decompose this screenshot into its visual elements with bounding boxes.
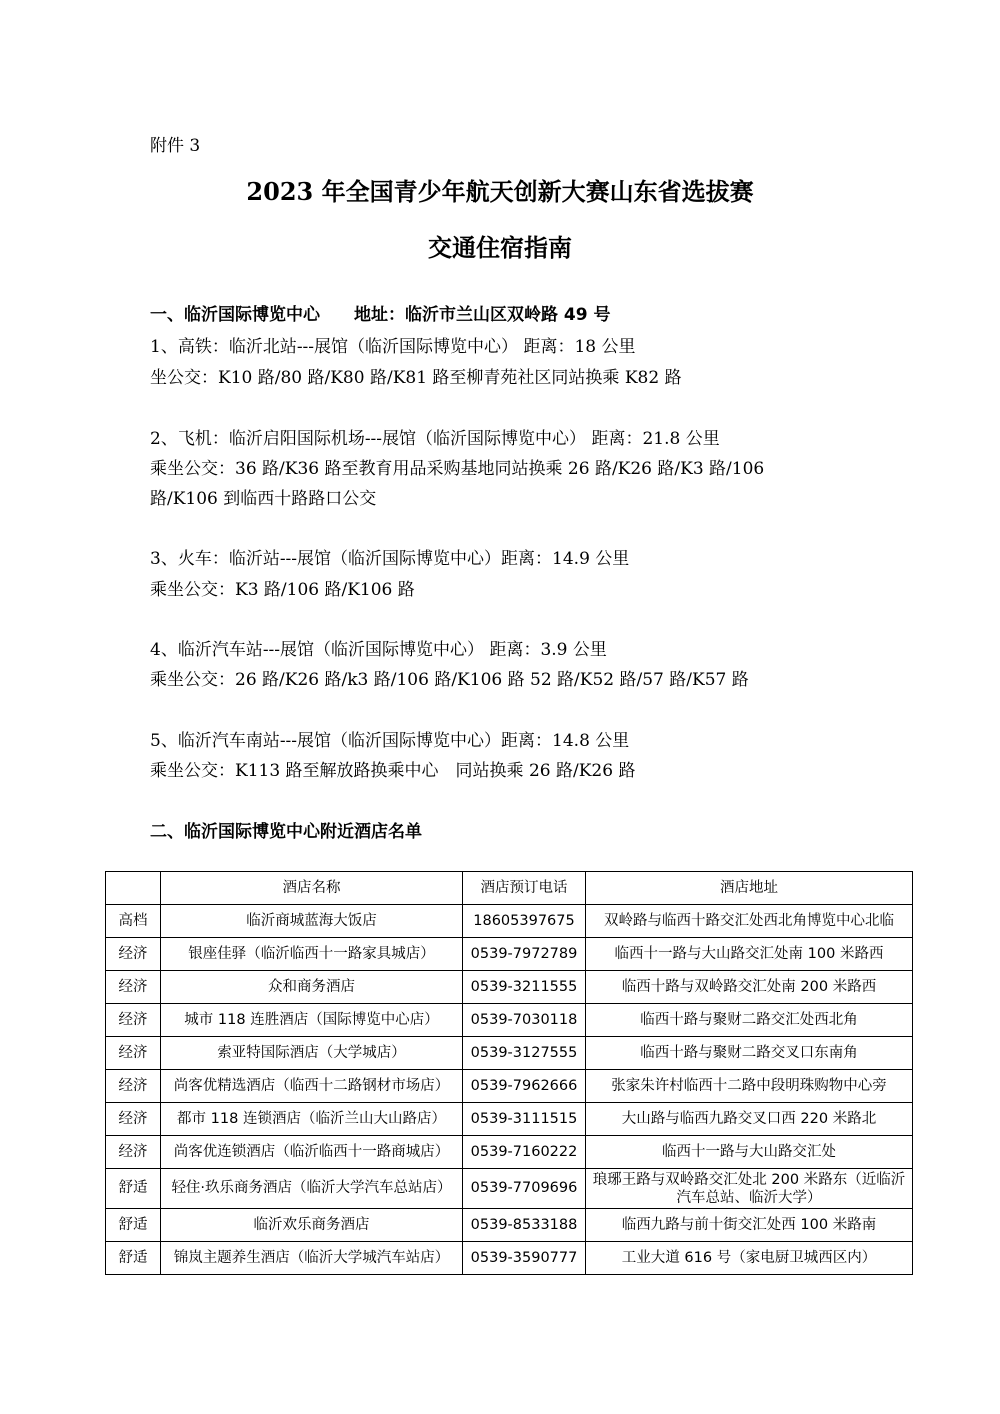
- section1-heading: 一、临沂国际博览中心 地址：临沂市兰山区双岭路 49 号: [150, 305, 611, 325]
- hotel-table-header: [106, 872, 913, 905]
- table-row: [106, 1070, 913, 1103]
- section2-heading: 二、临沂国际博览中心附近酒店名单: [150, 822, 422, 842]
- hotel-category: 经济: [106, 971, 161, 1004]
- hotel-name: 锦岚主题养生酒店（临沂大学城汽车站店）: [161, 1242, 463, 1275]
- hotel-category: 经济: [106, 1136, 161, 1169]
- table-row: [106, 1169, 913, 1209]
- hotel-category: 经济: [106, 1070, 161, 1103]
- hotel-category: 经济: [106, 1103, 161, 1136]
- hotel-phone: 0539-7962666: [463, 1070, 586, 1103]
- hotel-address: 工业大道 616 号（家电厨卫城西区内）: [586, 1242, 913, 1275]
- document-title: 2023 年全国青少年航天创新大赛山东省选拔赛: [246, 177, 754, 206]
- hotel-phone: 0539-3127555: [463, 1037, 586, 1070]
- hotel-name: 尚客优连锁酒店（临沂临西十一路商城店）: [161, 1136, 463, 1169]
- hotel-name: 临沂商城蓝海大饭店: [161, 905, 463, 938]
- hotel-name: 银座佳驿（临沂临西十一路家具城店）: [161, 938, 463, 971]
- route-2-title: 2、飞机：临沂启阳国际机场---展馆（临沂国际博览中心） 距离：21.8 公里: [150, 429, 720, 449]
- col-header-address: 酒店地址: [586, 872, 913, 905]
- hotel-address: 临西十一路与大山路交汇处: [586, 1136, 913, 1169]
- document-subtitle: 交通住宿指南: [428, 233, 572, 262]
- hotel-phone: 0539-8533188: [463, 1209, 586, 1242]
- table-row: [106, 938, 913, 971]
- table-row: [106, 905, 913, 938]
- hotel-category: 经济: [106, 1037, 161, 1070]
- route-1-title: 1、高铁：临沂北站---展馆（临沂国际博览中心） 距离：18 公里: [150, 337, 636, 357]
- hotel-phone: 0539-7709696: [463, 1169, 586, 1209]
- hotel-name: 轻住·玖乐商务酒店（临沂大学汽车总站店）: [161, 1169, 463, 1209]
- col-header-phone: 酒店预订电话: [463, 872, 586, 905]
- hotel-category: 高档: [106, 905, 161, 938]
- table-row: [106, 971, 913, 1004]
- hotel-address: 双岭路与临西十路交汇处西北角博览中心北临: [586, 905, 913, 938]
- hotel-name: 众和商务酒店: [161, 971, 463, 1004]
- hotel-phone: 0539-3111515: [463, 1103, 586, 1136]
- hotel-category: 舒适: [106, 1209, 161, 1242]
- attachment-label: 附件 3: [150, 136, 201, 156]
- hotel-phone: 0539-3211555: [463, 971, 586, 1004]
- hotel-address: 大山路与临西九路交叉口西 220 米路北: [586, 1103, 913, 1136]
- hotel-phone: 0539-3590777: [463, 1242, 586, 1275]
- hotel-name: 都市 118 连锁酒店（临沂兰山大山路店）: [161, 1103, 463, 1136]
- hotel-address: 临西十一路与大山路交汇处南 100 米路西: [586, 938, 913, 971]
- route-4-title: 4、临沂汽车站---展馆（临沂国际博览中心） 距离：3.9 公里: [150, 640, 607, 660]
- table-row: [106, 1103, 913, 1136]
- route-1-bus: 坐公交：K10 路/80 路/K80 路/K81 路至柳青苑社区同站换乘 K82 路: [150, 368, 682, 388]
- route-4-bus: 乘坐公交：26 路/K26 路/k3 路/106 路/K106 路 52 路/K52 路/57 路/K57 路: [150, 670, 749, 690]
- hotel-phone: 18605397675: [463, 905, 586, 938]
- hotel-address: 张家朱许村临西十二路中段明珠购物中心旁: [586, 1070, 913, 1103]
- col-header-category: [106, 872, 161, 905]
- hotel-address: 临西十路与聚财二路交叉口东南角: [586, 1037, 913, 1070]
- hotel-phone: 0539-7030118: [463, 1004, 586, 1037]
- hotel-category: 舒适: [106, 1169, 161, 1209]
- hotel-address: 临西十路与双岭路交汇处南 200 米路西: [586, 971, 913, 1004]
- route-3-bus: 乘坐公交：K3 路/106 路/K106 路: [150, 580, 415, 600]
- table-row: [106, 1242, 913, 1275]
- table-row: [106, 1037, 913, 1070]
- hotel-table: [105, 871, 913, 1275]
- route-5-bus: 乘坐公交：K113 路至解放路换乘中心 同站换乘 26 路/K26 路: [150, 761, 636, 781]
- hotel-name: 尚客优精选酒店（临西十二路钢材市场店）: [161, 1070, 463, 1103]
- route-2-bus: 乘坐公交：36 路/K36 路至教育用品采购基地同站换乘 26 路/K26 路/K3 路/106: [150, 459, 765, 479]
- route-3-title: 3、火车：临沂站---展馆（临沂国际博览中心）距离：14.9 公里: [150, 549, 630, 569]
- hotel-name: 城市 118 连胜酒店（国际博览中心店）: [161, 1004, 463, 1037]
- hotel-address: 临西十路与聚财二路交汇处西北角: [586, 1004, 913, 1037]
- hotel-phone: 0539-7972789: [463, 938, 586, 971]
- hotel-address: 琅琊王路与双岭路交汇处北 200 米路东（近临沂汽车总站、临沂大学）: [586, 1169, 913, 1209]
- route-5-title: 5、临沂汽车南站---展馆（临沂国际博览中心）距离：14.8 公里: [150, 731, 630, 751]
- col-header-name: 酒店名称: [161, 872, 463, 905]
- hotel-phone: 0539-7160222: [463, 1136, 586, 1169]
- route-2-bus-cont: 路/K106 到临西十路路口公交: [150, 489, 377, 509]
- table-row: [106, 1004, 913, 1037]
- table-row: [106, 1136, 913, 1169]
- hotel-name: 索亚特国际酒店（大学城店）: [161, 1037, 463, 1070]
- hotel-category: 经济: [106, 938, 161, 971]
- hotel-name: 临沂欢乐商务酒店: [161, 1209, 463, 1242]
- hotel-category: 经济: [106, 1004, 161, 1037]
- hotel-category: 舒适: [106, 1242, 161, 1275]
- table-row: [106, 1209, 913, 1242]
- hotel-address: 临西九路与前十街交汇处西 100 米路南: [586, 1209, 913, 1242]
